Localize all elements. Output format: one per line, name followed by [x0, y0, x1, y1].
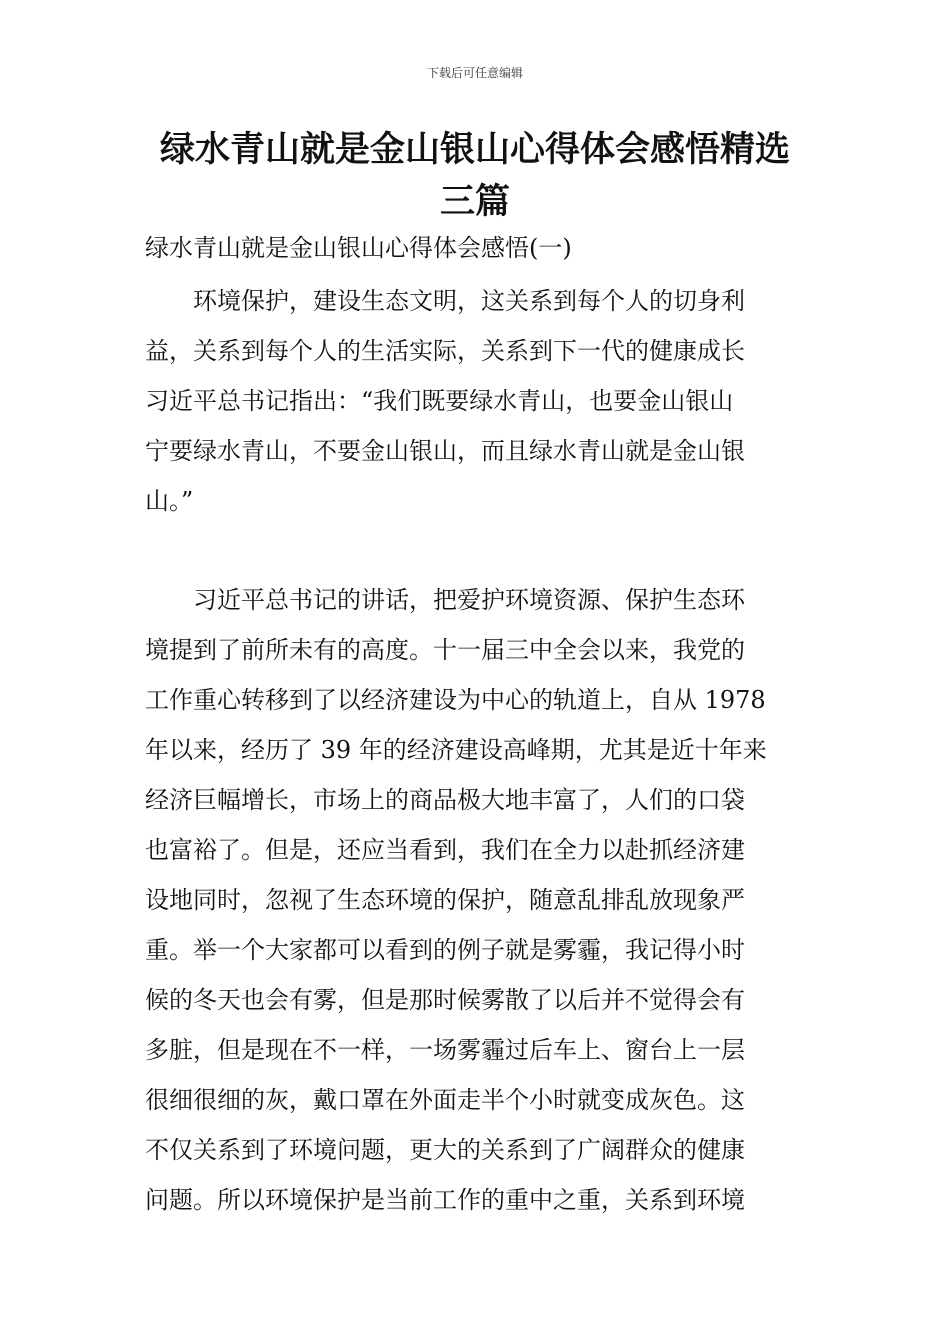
paragraph-1-line: 益，关系到每个人的生活实际，关系到下一代的健康成长 — [145, 337, 745, 365]
paragraph-2-line: 候的冬天也会有雾，但是那时候雾散了以后并不觉得会有 — [145, 986, 745, 1014]
paragraph-2-line: 多脏，但是现在不一样，一场雾霾过后车上、窗台上一层 — [145, 1036, 745, 1064]
paragraph-2-line: 很细很细的灰，戴口罩在外面走半个小时就变成灰色。这 — [145, 1086, 745, 1114]
paragraph-1-line: 宁要绿水青山，不要金山银山，而且绿水青山就是金山银 — [145, 437, 745, 465]
paragraph-2-line: 年以来，经历了 39 年的经济建设高峰期，尤其是近十年来 — [145, 736, 767, 764]
paragraph-2-line: 境提到了前所未有的高度。十一届三中全会以来，我党的 — [145, 636, 745, 664]
document-title-line-1: 绿水青山就是金山银山心得体会感悟精选 — [159, 130, 790, 170]
paragraph-2-line: 经济巨幅增长，市场上的商品极大地丰富了，人们的口袋 — [145, 786, 745, 814]
paragraph-2 — [145, 575, 810, 1225]
paragraph-2-line: 问题。所以环境保护是当前工作的重中之重，关系到环境 — [145, 1186, 745, 1214]
paragraph-2-line: 工作重心转移到了以经济建设为中心的轨道上，自从 1978 — [145, 686, 766, 714]
paragraph-1-line: 环境保护，建设生态文明，这关系到每个人的切身利 — [145, 287, 745, 315]
paragraph-2-line: 不仅关系到了环境问题，更大的关系到了广阔群众的健康 — [145, 1136, 745, 1164]
document-title — [145, 124, 805, 228]
document-title-line-2: 三篇 — [439, 182, 510, 222]
header-note: 下载后可任意编辑 — [426, 66, 523, 80]
paragraph-1 — [145, 276, 810, 526]
paragraph-2-line: 习近平总书记的讲话，把爱护环境资源、保护生态环 — [145, 586, 745, 614]
paragraph-2-line: 重。举一个大家都可以看到的例子就是雾霾，我记得小时 — [145, 936, 745, 964]
section-heading: 绿水青山就是金山银山心得体会感悟(一) — [145, 234, 572, 262]
paragraph-2-line: 设地同时，忽视了生态环境的保护，随意乱排乱放现象严 — [145, 886, 745, 914]
paragraph-2-line: 也富裕了。但是，还应当看到，我们在全力以赴抓经济建 — [145, 836, 745, 864]
paragraph-1-line: 山。” — [145, 487, 194, 515]
paragraph-1-line: 习近平总书记指出：“我们既要绿水青山，也要金山银山 — [145, 387, 734, 415]
